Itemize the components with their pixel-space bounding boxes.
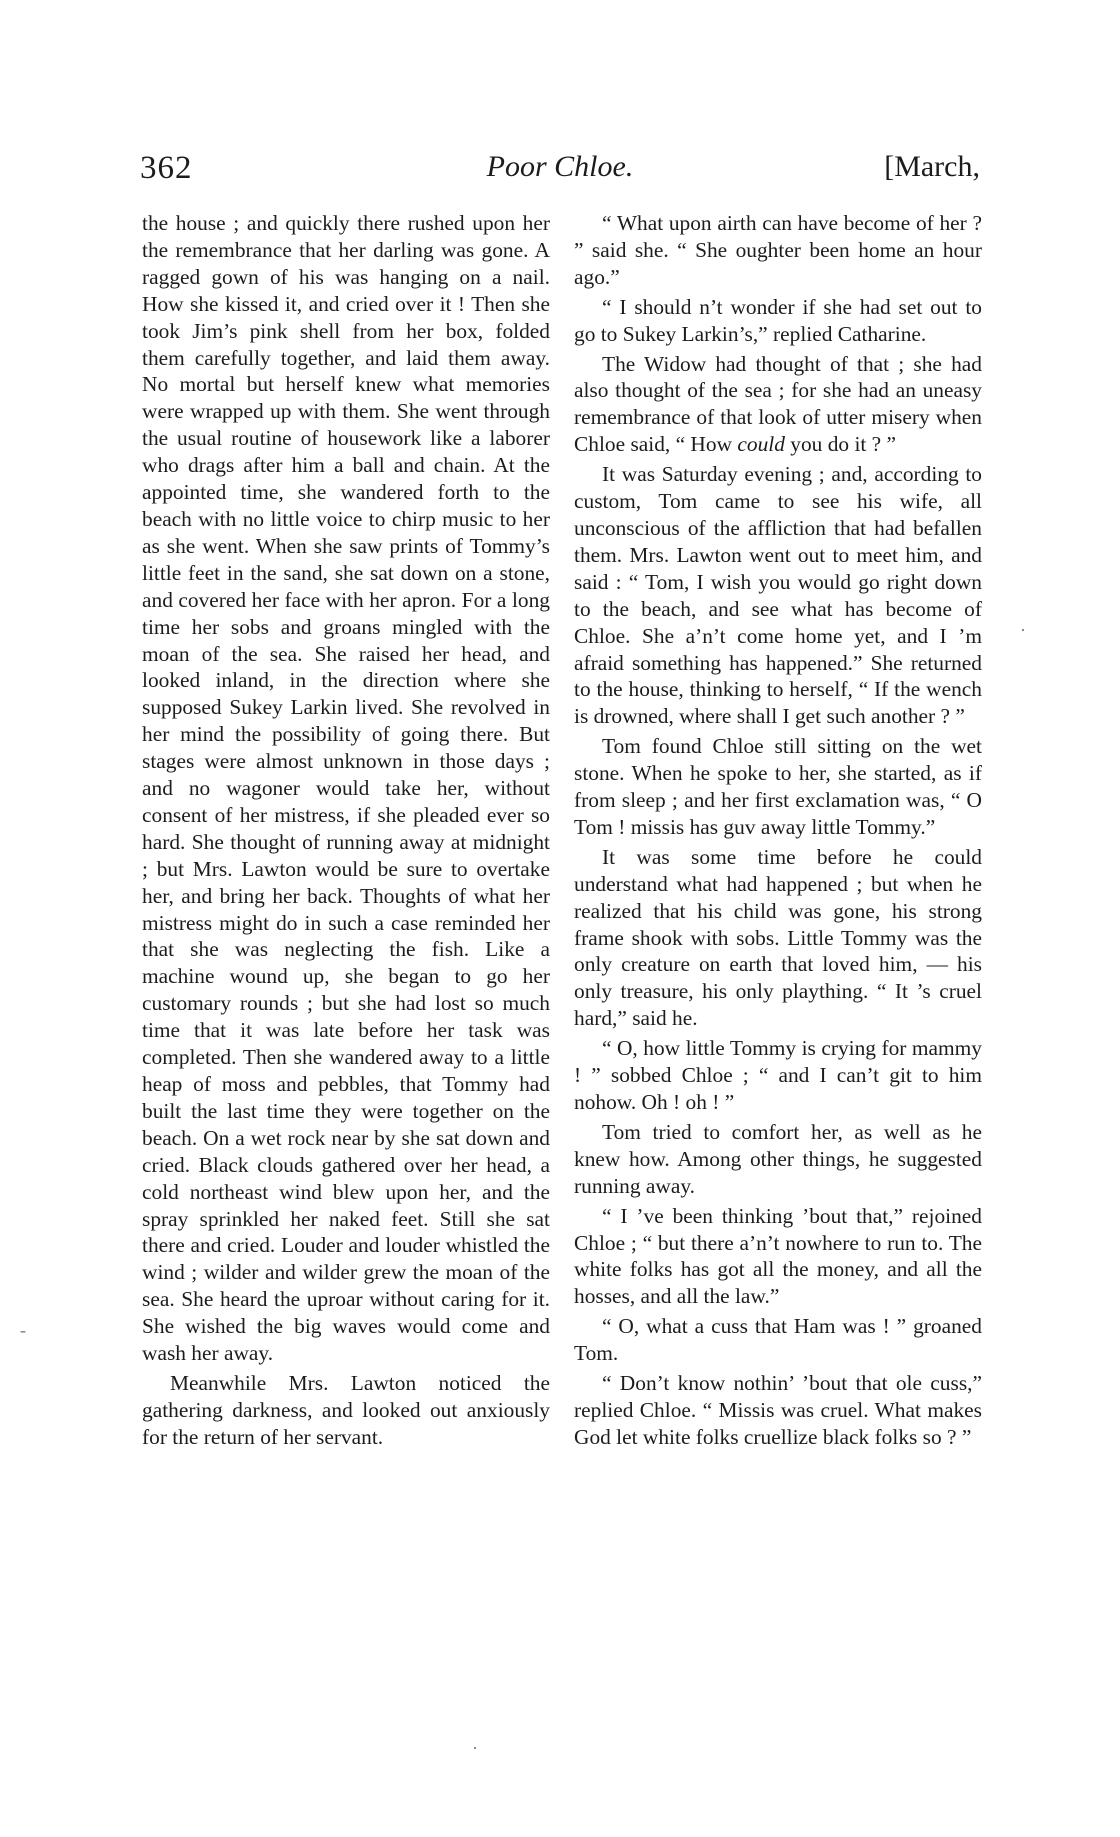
paragraph: Tom tried to comfort her, as well as he knew how. Among other things, he suggested running away. xyxy=(574,1119,982,1198)
stray-mark: · xyxy=(472,1738,478,1758)
stray-mark: - xyxy=(20,1320,26,1340)
paragraph: “ I should n’t wonder if she had set out to go to Sukey Larkin’s,” replied Catharine. xyxy=(574,294,982,346)
paragraph: “ What upon airth can have become of her ? ” said she. “ She oughter been home an hour ago.” xyxy=(574,211,982,289)
paragraph: “ I ’ve been thinking ’bout that,” rejoined Chloe ; “ but there a’n’t nowhere to run to. The white folks has got all the money, and all the hosses, and all the law.” xyxy=(574,1203,982,1309)
paragraph xyxy=(574,351,982,459)
emphasis-text: could xyxy=(737,432,785,457)
page-number: 362 xyxy=(140,150,193,186)
paragraph: Meanwhile Mrs. Lawton noticed the gathering darkness, and looked out anxiously for the return of her servant. xyxy=(142,1370,550,1449)
left-column xyxy=(142,210,550,1451)
paragraph-text: The Widow had thought of that ; she had also thought of the sea ; for she had an uneasy remembrance of that look of utter misery when Chloe said, “ How xyxy=(574,351,982,457)
paragraph: It was some time before he could understand what had happened ; but when he realized that his child was gone, his strong frame shook with sobs. Little Tommy was the only creature on earth that loved him, — his only treasure, his only plaything. “ It ’s cruel hard,” said he. xyxy=(574,844,982,1031)
running-section: [March, xyxy=(884,150,980,183)
running-header xyxy=(140,150,980,198)
paragraph: “ O, how little Tommy is crying for mammy ! ” sobbed Chloe ; “ and I can’t git to him nohow. Oh ! oh ! ” xyxy=(574,1036,982,1114)
paragraph: Tom found Chloe still sitting on the wet stone. When he spoke to her, she started, as if from sleep ; and her first exclamation was, “ O Tom ! missis has guv away little Tommy.” xyxy=(574,734,982,839)
right-column xyxy=(574,210,982,1451)
paragraph: “ Don’t know nothin’ ’bout that ole cuss,” replied Chloe. “ Missis was cruel. What makes God let white folks cruellize black folks so ? ” xyxy=(574,1371,982,1449)
running-title: Poor Chloe. xyxy=(486,150,634,183)
paragraph-text: you do it ? ” xyxy=(784,432,897,457)
paragraph: the house ; and quickly there rushed upon her the remembrance that her darling was gone. A ragged gown of his was hanging on a nail. How she kissed it, and cried over it ! Then she took Jim’s pink shell from her box, folded them carefully together, and laid them away. No mortal but herself knew what memories were wrapped up with them. She went through the usual routine of housework like a laborer who drags after him a ball and chain. At the appointed time, she wandered forth to the beach with no little voice to chirp music to her as she went. When she saw prints of Tommy’s little feet in the sand, she sat down on a stone, and covered her face with her apron. For a long time her sobs and groans mingled with the moan of the sea. She raised her head, and looked inland, in the direction where she supposed Sukey Larkin lived. She revolved in her mind the possibility of going there. But stages were almost unknown in those days ; and no wagoner would take her, without consent of her mistress, if she pleaded ever so hard. She thought of running away at midnight ; but Mrs. Lawton would be sure to overtake her, and bring her back. Thoughts of what her mistress might do in such a case reminded her that she was neglecting the fish. Like a machine wound up, she began to go her customary rounds ; but she had lost so much time that it was late before her task was completed. Then she wandered away to a little heap of moss and pebbles, that Tommy had built the last time they were together on the beach. On a wet rock near by she sat down and cried. Black clouds gathered over her head, a cold northeast wind blew upon her, and the spray sprinkled her naked feet. Still she sat there and cried. Louder and louder whistled the wind ; wilder and wilder grew the moan of the sea. She heard the uproar without caring for it. She wished the big waves would come and wash her away. xyxy=(142,211,550,1366)
paragraph: It was Saturday evening ; and, according to custom, Tom came to see his wife, all unconscious of the affliction that had befallen them. Mrs. Lawton went out to meet him, and said : “ Tom, I wish you would go right down to the beach, and see what has become of Chloe. She a’n’t come home yet, and I ’m afraid something has happened.” She returned to the house, thinking to herself, “ If the wench is drowned, where shall I get such another ? ” xyxy=(574,462,982,729)
paragraph: “ O, what a cuss that Ham was ! ” groaned Tom. xyxy=(574,1314,982,1366)
stray-mark: · xyxy=(1020,620,1026,640)
